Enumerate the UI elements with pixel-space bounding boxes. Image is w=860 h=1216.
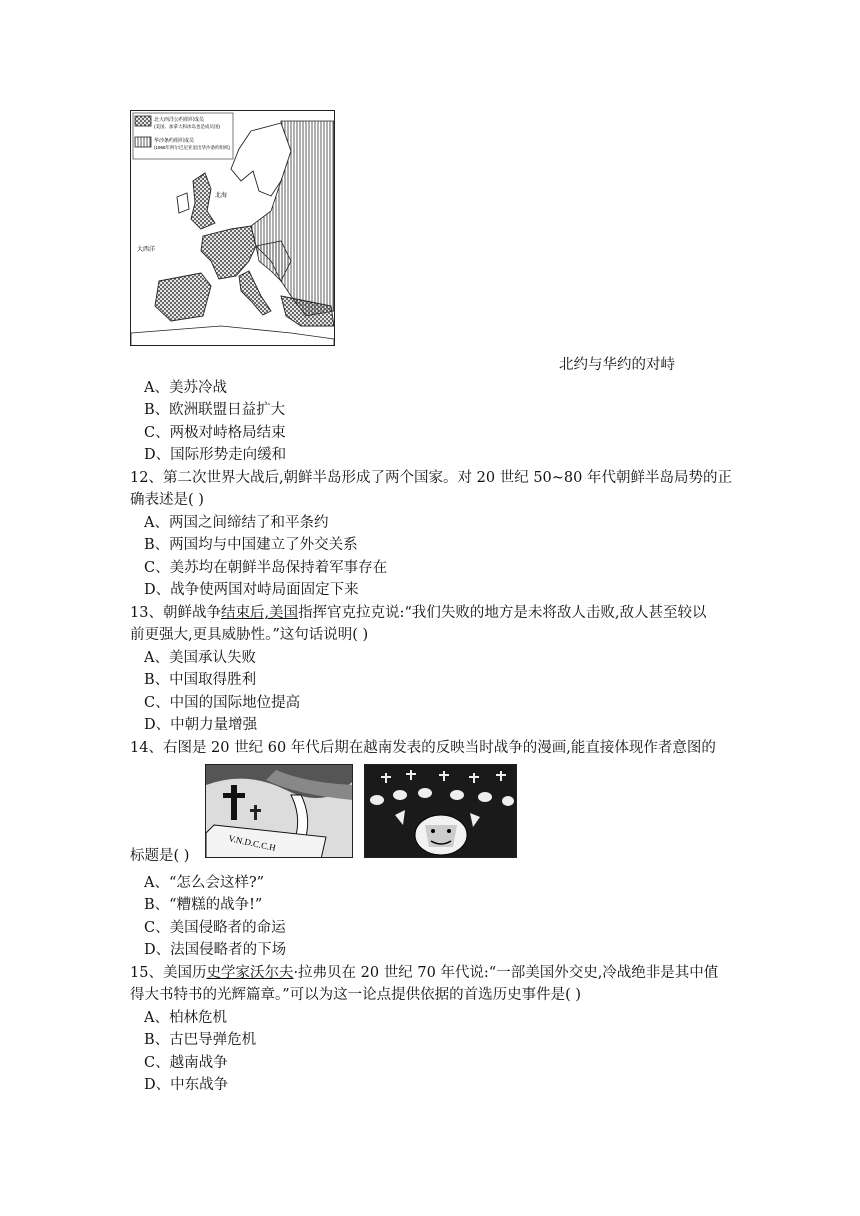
q15-stem-underlined: 史学家沃尔夫 (206, 965, 294, 981)
q13-stem-underlined: 结束后,美国 (220, 605, 299, 621)
q12-option-d: D、战争使两国对峙局面固定下来 (144, 582, 359, 598)
map-legend-2: 华沙条约组织成员 (154, 138, 195, 144)
q13-option-c: C、中国的国际地位提高 (144, 695, 301, 711)
q11-option-c: C、两极对峙格局结束 (144, 425, 286, 441)
europe-map-figure (130, 110, 335, 346)
cartoon-crosses-icon (206, 765, 353, 858)
q14-option-d: D、法国侵略者的下场 (144, 942, 287, 958)
q14-option-b: B、“糟糕的战争!” (144, 897, 263, 913)
q13-stem-line2: 前更强大,更具威胁性。”这句话说明( ) (130, 627, 369, 643)
q15-option-d: D、中东战争 (144, 1077, 229, 1093)
cartoon-left (205, 764, 353, 858)
q13-option-d: D、中朝力量增强 (144, 717, 258, 733)
q15-stem-line1 (130, 962, 718, 984)
map-legend-1-note: (美国、加拿大和冰岛也是成员国) (154, 124, 220, 129)
map-label-northsea: 北海 (215, 193, 228, 199)
q15-stem-line2: 得大书特书的光辉篇章。”可以为这一论点提供依据的首选历史事件是( ) (130, 987, 582, 1003)
q14-option-c: C、美国侵略者的命运 (144, 920, 286, 936)
q13-option-b: B、中国取得胜利 (144, 672, 257, 688)
q14-option-a: A、“怎么会这样?” (144, 875, 265, 891)
q12-option-c: C、美苏均在朝鲜半岛保持着军事存在 (144, 560, 388, 576)
q15-stem-part2: ·拉弗贝在 20 世纪 70 年代说:“一部美国外交史,冷战绝非是其中值 (293, 965, 719, 981)
cartoon-text: V.N.D.C.C.H (227, 833, 277, 853)
q12-stem-line2: 确表述是( ) (130, 492, 204, 508)
map-caption: 北约与华约的对峙 (559, 357, 675, 373)
map-legend-2-note: (1968年阿尔巴尼亚退出华沙条约组织) (154, 145, 231, 150)
map-label-atlantic: 大西洋 (137, 247, 156, 253)
cartoon-right (364, 764, 517, 858)
q14-stem-line1: 14、右图是 20 世纪 60 年代后期在越南发表的反映当时战争的漫画,能直接体现作者意图的 (130, 740, 716, 756)
q15-option-b: B、古巴导弹危机 (144, 1032, 257, 1048)
q15-option-c: C、越南战争 (144, 1055, 228, 1071)
q15-option-a: A、柏林危机 (144, 1010, 227, 1026)
map-legend-1: 北大西洋公约组织成员 (154, 117, 205, 123)
q11-option-b: B、欧洲联盟日益扩大 (144, 402, 286, 418)
q12-option-a: A、两国之间缔结了和平条约 (144, 515, 329, 531)
q12-stem-line1: 12、第二次世界大战后,朝鲜半岛形成了两个国家。对 20 世纪 50~80 年代朝鲜半岛局势的正 (130, 470, 732, 486)
q14-stem-line2: 标题是( ) (130, 848, 190, 864)
q11-option-a: A、美苏冷战 (144, 380, 227, 396)
europe-map-icon (131, 111, 335, 346)
q13-option-a: A、美国承认失败 (144, 650, 256, 666)
q11-option-d: D、国际形势走向缓和 (144, 447, 287, 463)
q13-stem-part1: 13、朝鲜战争 (130, 605, 221, 621)
cartoon-graveyard-icon (365, 765, 517, 858)
q12-option-b: B、两国均与中国建立了外交关系 (144, 537, 358, 553)
q13-stem-line1 (130, 602, 706, 624)
q13-stem-part2: 指挥官克拉克说:“我们失败的地方是未将敌人击败,敌人甚至较以 (298, 605, 707, 621)
q15-stem-part1: 15、美国历 (130, 965, 207, 981)
